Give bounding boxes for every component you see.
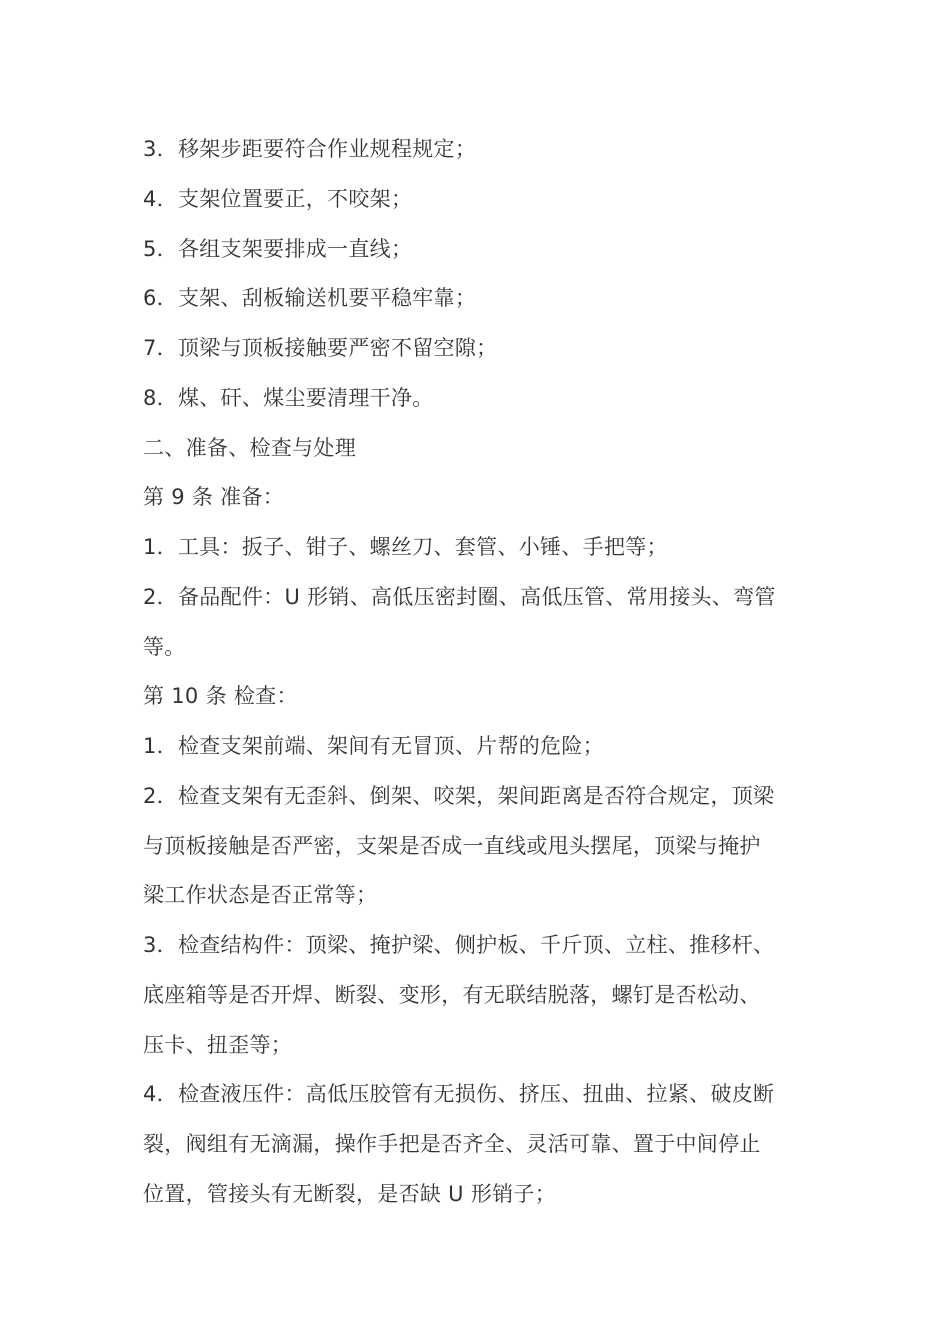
check-item-4-cont: 位置，管接头有无断裂，是否缺 U 形销子； [143, 1181, 557, 1206]
prep-item-2-cont: 等。 [143, 634, 186, 659]
check-item-3-cont: 压卡、扭歪等； [143, 1032, 293, 1057]
check-item-3: 3．检查结构件：顶梁、掩护梁、侧护板、千斤顶、立柱、推移杆、 [143, 933, 775, 957]
check-item-3-cont: 底座箱等是否开焊、断裂、变形，有无联结脱落，螺钉是否松动、 [143, 982, 761, 1007]
list-item-8: 8．煤、矸、煤尘要清理干净。 [143, 385, 434, 410]
prep-item-2: 2．备品配件：U 形销、高低压密封圈、高低压管、常用接头、弯管 [143, 584, 776, 609]
list-item-6: 6．支架、刮板输送机要平稳牢靠； [143, 286, 477, 311]
check-item-1: 1．检查支架前端、架间有无冒顶、片帮的危险； [143, 734, 604, 758]
list-item-4: 4．支架位置要正，不咬架； [143, 186, 413, 211]
prep-item-1: 1．工具：扳子、钳子、螺丝刀、套管、小锤、手把等； [143, 535, 668, 559]
article-10-heading: 第 10 条 检查： [143, 684, 298, 709]
document-body [143, 125, 823, 1220]
check-item-4: 4．检查液压件：高低压胶管有无损伤、挤压、扭曲、拉紧、破皮断 [143, 1082, 775, 1107]
section-heading: 二、准备、检查与处理 [143, 435, 356, 460]
list-item-7: 7．顶梁与顶板接触要严密不留空隙； [143, 336, 498, 360]
check-item-2: 2．检查支架有无歪斜、倒架、咬架，架间距离是否符合规定，顶梁 [143, 783, 775, 808]
check-item-2-cont: 与顶板接触是否严密，支架是否成一直线或甩头摆尾，顶梁与掩护 [143, 833, 761, 858]
check-item-2-cont: 梁工作状态是否正常等； [143, 883, 378, 908]
check-item-4-cont: 裂，阀组有无滴漏，操作手把是否齐全、灵活可靠、置于中间停止 [143, 1132, 761, 1156]
list-item-3: 3．移架步距要符合作业规程规定； [143, 137, 477, 161]
list-item-5: 5．各组支架要排成一直线； [143, 236, 413, 261]
article-9-heading: 第 9 条 准备： [143, 485, 285, 510]
